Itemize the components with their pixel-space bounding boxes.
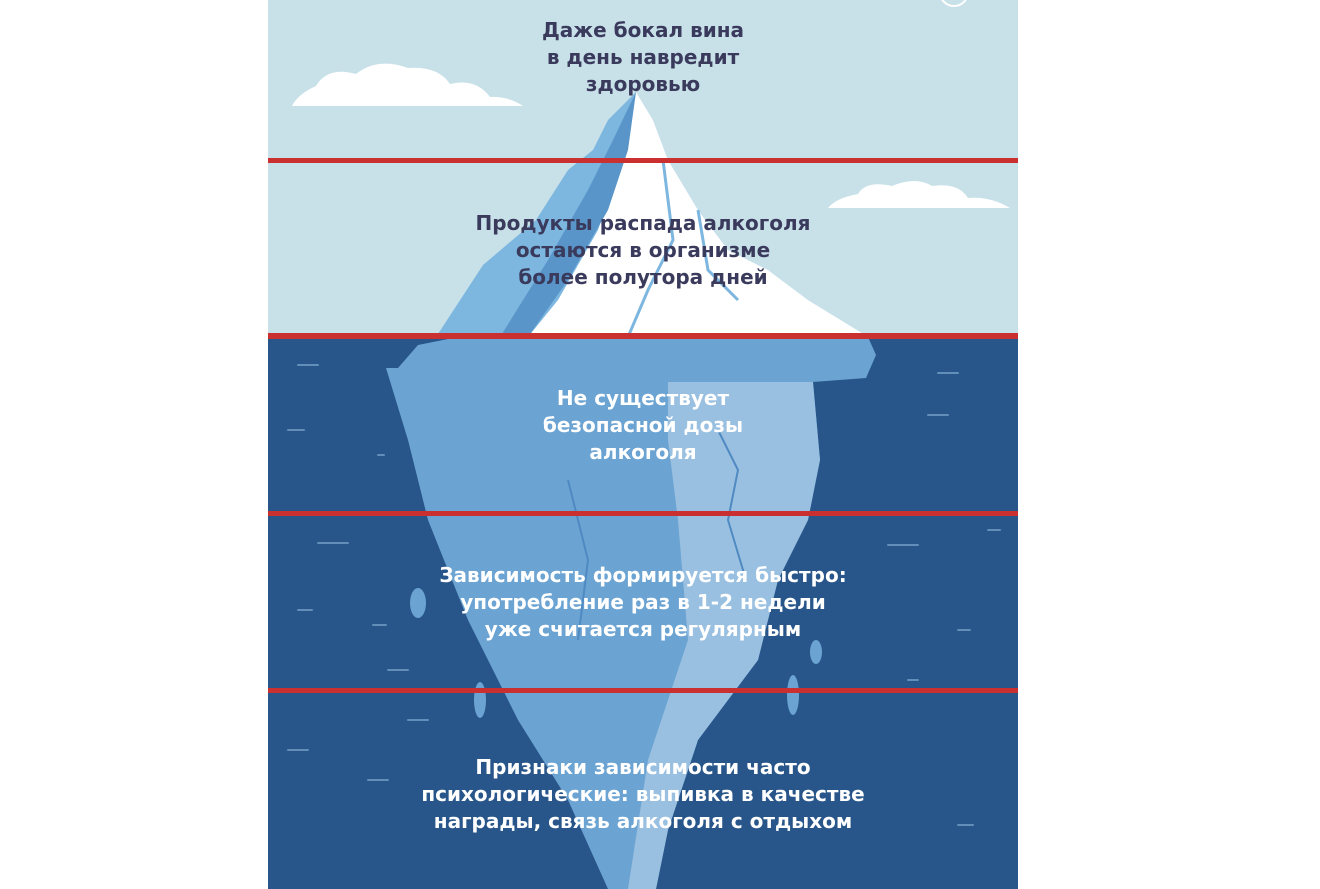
- level-2-caption: Продукты распада алкоголя остаются в организме более полутора дней: [475, 211, 811, 289]
- level-4-caption: Зависимость формируется быстро: употребление раз в 1-2 недели уже считается регулярным: [439, 563, 847, 641]
- level-5-caption: Признаки зависимости часто психологические: выпивка в качестве награды, связь алкоголя с отдыхом: [421, 755, 865, 833]
- level-1-caption: Даже бокал вина в день навредит здоровью: [541, 18, 745, 96]
- level-3-caption: Не существует безопасной дозы алкоголя: [542, 386, 744, 464]
- divider-line: [268, 333, 1018, 339]
- divider-line: [268, 158, 1018, 163]
- divider-line: [268, 688, 1018, 693]
- iceberg-infographic: [268, 0, 1018, 889]
- divider-line: [268, 511, 1018, 516]
